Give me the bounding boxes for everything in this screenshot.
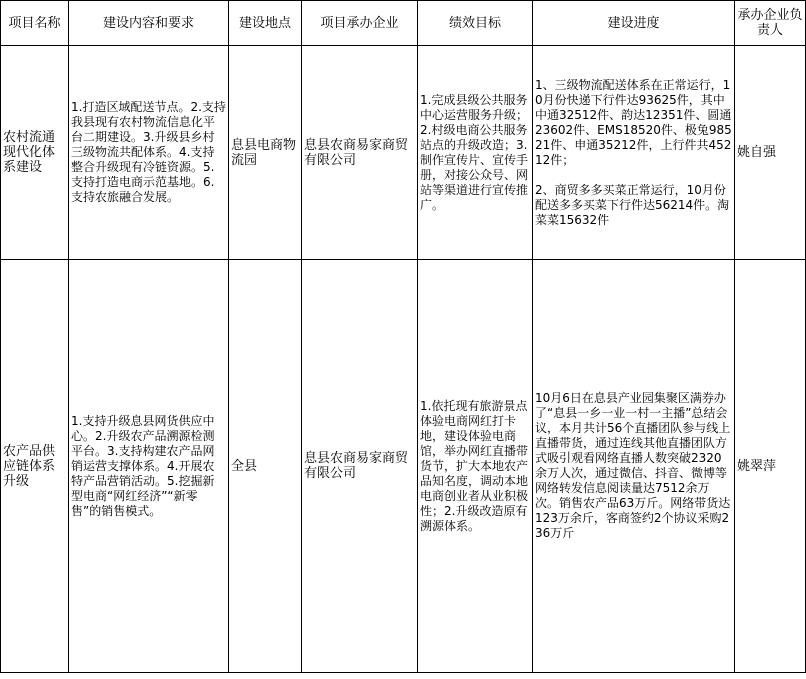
header-company: 项目承办企业 (302, 1, 418, 46)
progress-paragraph-2: 2、商贸多多买菜正常运行，10月份配送多多买菜下行件达56214件。淘菜菜15632件 (535, 182, 730, 227)
project-name-cell: 农产品供应链体系升级 (1, 260, 69, 673)
paragraph-gap (535, 168, 732, 183)
progress-cell: 10月6日在息县产业园集聚区满券办了“息县一乡一业一村一主播”总结会议，本月共计56个直播团队参与线上直播带货，通过连线其他直播团队方式吸引观看网络直播人数突破2320余万人次，通过微信、抖音、微博等网络转发信息阅读量达7512余万次。销售农产品63万斤。网络带货达123万余斤，客商签约2个协议采购236万斤 (533, 260, 735, 673)
content-cell: 1.打造区域配送节点。2.支持我县现有农村物流信息化平台二期建设。3.升级县乡村三级物流共配体系。4.支持整合升级现有冷链资源。5.支持打造电商示范基地。6.支持农旅融合发展。 (69, 46, 229, 260)
header-progress: 建设进度 (533, 1, 735, 46)
company-cell: 息县农商易家商贸有限公司 (302, 260, 418, 673)
location-cell: 全县 (229, 260, 302, 673)
target-cell: 1.完成县级公共服务中心运营服务升级；2.村级电商公共服务站点的升级改造；3.制作宣传片、宣传手册，对接公众号、网站等渠道进行宣传推广。 (418, 46, 533, 260)
content-cell: 1.支持升级息县网货供应中心。2.升级农产品溯源检测平台。3.支持构建农产品网销运营支撑体系。4.开展农特产品营销活动。5.挖掘新型电商“网红经济”“新零售”的销售模式。 (69, 260, 229, 673)
header-content: 建设内容和要求 (69, 1, 229, 46)
table-row (1, 260, 806, 673)
header-person: 承办企业负责人 (735, 1, 806, 46)
table-row (1, 46, 806, 260)
header-target: 绩效目标 (418, 1, 533, 46)
company-cell: 息县农商易家商贸有限公司 (302, 46, 418, 260)
person-cell: 姚翠萍 (735, 260, 806, 673)
progress-paragraph-1: 1、三级物流配送体系在正常运行，10月份快递下行件达93625件，其中中通32512件、韵达12351件、圆通23602件、EMS18520件、极兔98521件、申通35212件，上行件共45212件； (535, 77, 732, 167)
header-row (1, 1, 806, 46)
person-cell: 姚自强 (735, 46, 806, 260)
project-name-cell: 农村流通现代化体系建设 (1, 46, 69, 260)
progress-cell (533, 46, 735, 260)
header-project-name: 项目名称 (1, 1, 69, 46)
location-cell: 息县电商物流园 (229, 46, 302, 260)
header-location: 建设地点 (229, 1, 302, 46)
target-cell: 1.依托现有旅游景点体验电商网红打卡地，建设体验电商馆，举办网红直播带货节，扩大本地农产品知名度，调动本地电商创业者从业积极性；2.升级改造原有溯源体系。 (418, 260, 533, 673)
